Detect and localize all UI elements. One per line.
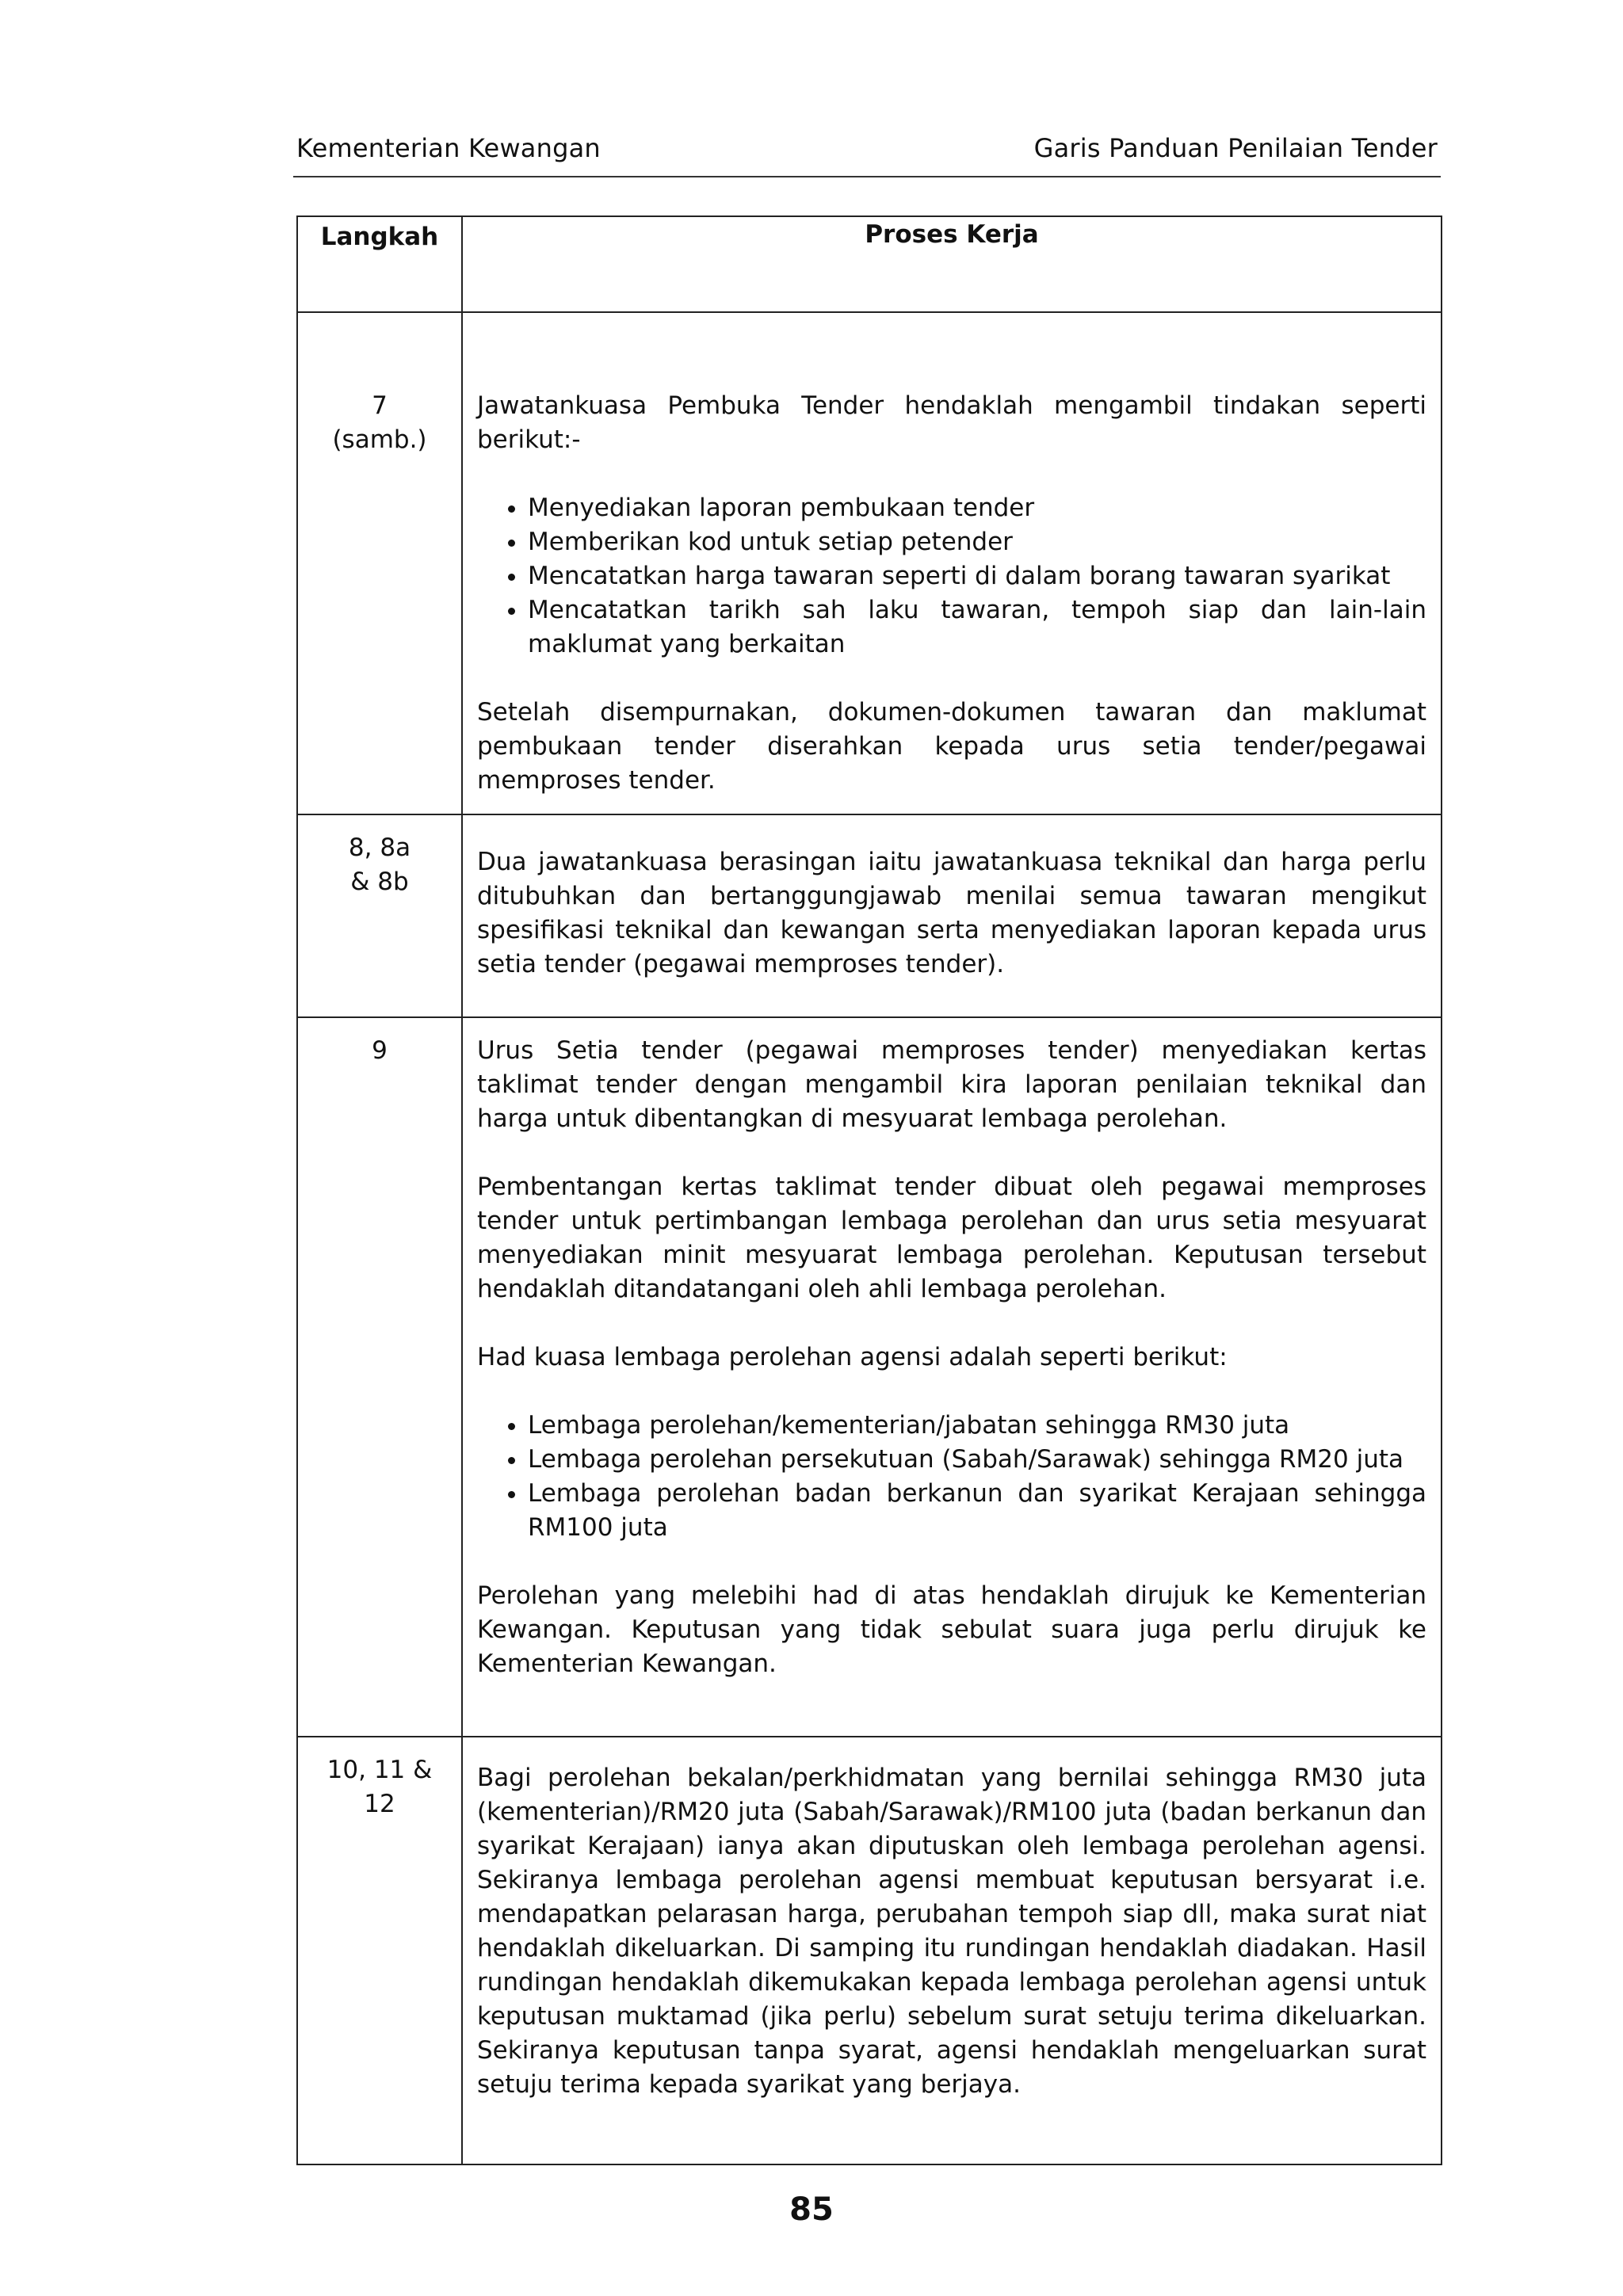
step-cell	[297, 814, 462, 1017]
list-item: • Menyediakan laporan pembukaan tender	[528, 491, 1426, 525]
step-number: 12	[364, 1790, 395, 1818]
list-item: • Mencatatkan harga tawaran seperti di dalam borang tawaran syarikat	[528, 559, 1426, 593]
header-document-title: Garis Panduan Penilaian Tender	[1033, 133, 1438, 163]
process-bullet-list	[477, 491, 1426, 662]
list-item: • Mencatatkan tarikh sah laku tawaran, tempoh siap dan lain-lain maklumat yang berkaitan	[528, 593, 1426, 662]
process-intro: Jawatankuasa Pembuka Tender hendaklah mengambil tindakan seperti berikut:-	[477, 391, 1426, 454]
process-cell	[462, 1017, 1442, 1737]
step-number: 7	[372, 391, 388, 420]
process-cell	[462, 1737, 1442, 2164]
process-closing: Setelah disempurnakan, dokumen-dokumen tawaran dan maklumat pembukaan tender diserahkan kepada urus setia tender/pegawai memproses tender.	[477, 698, 1426, 795]
header-ministry: Kementerian Kewangan	[296, 133, 601, 163]
table-row	[297, 814, 1442, 1017]
step-cell	[297, 1017, 462, 1737]
process-bullet-list	[477, 1409, 1426, 1545]
column-header-process: Proses Kerja	[462, 216, 1442, 312]
table-row	[297, 1017, 1442, 1737]
list-item: • Lembaga perolehan badan berkanun dan syarikat Kerajaan sehingga RM100 juta	[528, 1477, 1426, 1545]
step-number: & 8b	[350, 868, 409, 896]
process-cell	[462, 814, 1442, 1017]
process-cell	[462, 312, 1442, 814]
process-paragraph: Dua jawatankuasa berasingan iaitu jawatankuasa teknikal dan harga perlu ditubuhkan dan bertanggungjawab menilai semua tawaran mengikut spesifikasi teknikal dan kewangan serta menyediakan laporan kepada urus setia tender (pegawai memproses tender).	[477, 848, 1426, 978]
process-paragraph: Pembentangan kertas taklimat tender dibuat oleh pegawai memproses tender untuk pertimbangan lembaga perolehan dan urus setia mesyuarat menyediakan minit mesyuarat lembaga perolehan. Keputusan tersebut hendaklah ditandatangani oleh ahli lembaga perolehan.	[477, 1173, 1426, 1303]
step-cell	[297, 312, 462, 814]
table-header-row	[297, 216, 1442, 312]
list-item: • Lembaga perolehan persekutuan (Sabah/Sarawak) sehingga RM20 juta	[528, 1443, 1426, 1477]
process-table	[296, 215, 1442, 2165]
process-paragraph: Perolehan yang melebihi had di atas hendaklah dirujuk ke Kementerian Kewangan. Keputusan yang tidak sebulat suara juga perlu dirujuk ke Kementerian Kewangan.	[477, 1581, 1426, 1678]
page-number: 85	[789, 2191, 834, 2228]
table-row	[297, 312, 1442, 814]
table-row	[297, 1737, 1442, 2164]
column-header-step: Langkah	[297, 216, 462, 312]
step-cell	[297, 1737, 462, 2164]
process-paragraph: Urus Setia tender (pegawai memproses tender) menyediakan kertas taklimat tender dengan mengambil kira laporan penilaian teknikal dan harga untuk dibentangkan di mesyuarat lembaga perolehan.	[477, 1036, 1426, 1133]
step-number: 8, 8a	[348, 833, 411, 862]
step-number: 10, 11 &	[327, 1756, 433, 1784]
page-header	[293, 127, 1441, 177]
list-item: • Memberikan kod untuk setiap petender	[528, 525, 1426, 559]
list-item: • Lembaga perolehan/kementerian/jabatan sehingga RM30 juta	[528, 1409, 1426, 1443]
step-note: (samb.)	[332, 425, 427, 454]
step-number: 9	[372, 1036, 388, 1065]
process-paragraph: Bagi perolehan bekalan/perkhidmatan yang bernilai sehingga RM30 juta (kementerian)/RM20 juta (Sabah/Sarawak)/RM100 juta (badan berkanun dan syarikat Kerajaan) ianya akan diputuskan oleh lembaga perolehan agensi. Sekiranya lembaga perolehan agensi membuat keputusan bersyarat i.e. mendapatkan pelarasan harga, perubahan tempoh siap dll, maka surat niat hendaklah dikeluarkan. Di samping itu rundingan hendaklah diadakan. Hasil rundingan hendaklah dikemukakan kepada lembaga perolehan agensi untuk keputusan muktamad (jika perlu) sebelum surat setuju terima dikeluarkan. Sekiranya keputusan tanpa syarat, agensi hendaklah mengeluarkan surat setuju terima kepada syarikat yang berjaya.	[477, 1764, 1426, 2099]
process-paragraph: Had kuasa lembaga perolehan agensi adalah seperti berikut:	[477, 1343, 1228, 1371]
